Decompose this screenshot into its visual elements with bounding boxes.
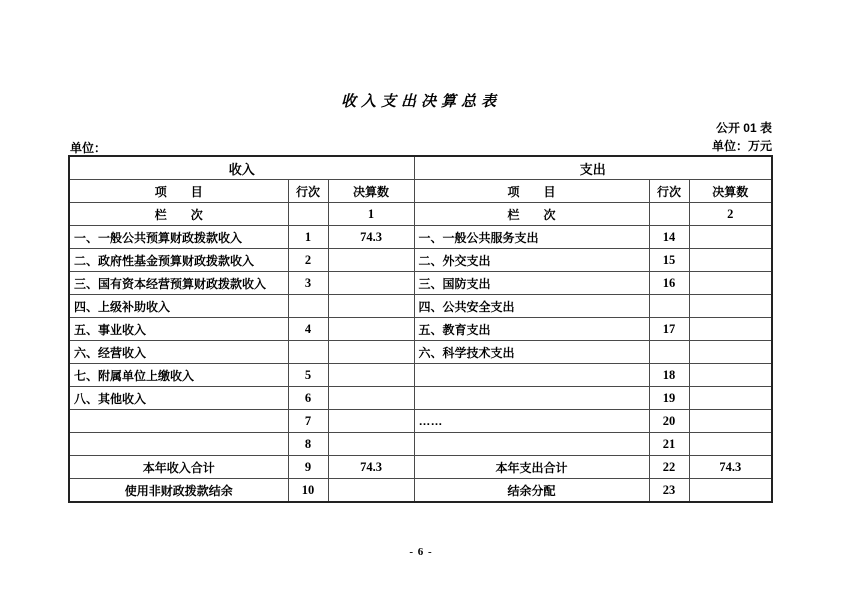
- income-rowno-cell: 5: [288, 364, 328, 387]
- income-amount-cell: [328, 272, 414, 295]
- expense-rowno-cell: [649, 295, 689, 318]
- income-amount-cell: [328, 387, 414, 410]
- table-row: [69, 456, 772, 479]
- page-title: 收入支出决算总表: [340, 94, 501, 110]
- table-row: [69, 318, 772, 341]
- income-item-cell: 八、其他收入: [69, 387, 288, 410]
- income-rowno-cell: 8: [288, 433, 328, 456]
- income-item-cell: [69, 410, 288, 433]
- income-item-cell: 三、国有资本经营预算财政拨款收入: [69, 272, 288, 295]
- expense-amount-cell: [689, 387, 772, 410]
- page-number: - 6 -: [409, 546, 433, 558]
- income-lane-rowno-cell: [288, 203, 328, 226]
- table-row: [69, 341, 772, 364]
- table-row: [69, 479, 772, 503]
- income-rowno-cell: 2: [288, 249, 328, 272]
- expense-item-cell: 四、公共安全支出: [414, 295, 649, 318]
- table-row: [69, 410, 772, 433]
- income-item-cell: 一、一般公共预算财政拨款收入: [69, 226, 288, 249]
- expense-amount-cell: [689, 433, 772, 456]
- table-row: [69, 433, 772, 456]
- expense-item-cell: 结余分配: [414, 479, 649, 503]
- expense-item-cell: 本年支出合计: [414, 456, 649, 479]
- expense-amount-cell: [689, 226, 772, 249]
- income-lane-number: 1: [328, 203, 414, 226]
- income-item-cell: 使用非财政拨款结余: [69, 479, 288, 503]
- income-rowno-cell: [288, 341, 328, 364]
- expense-item-cell: [414, 433, 649, 456]
- income-rowno-cell: 10: [288, 479, 328, 503]
- income-amount-cell: [328, 249, 414, 272]
- expense-item-cell: 六、科学技术支出: [414, 341, 649, 364]
- income-rowno-column-header: 行次: [288, 180, 328, 203]
- table-row: [69, 272, 772, 295]
- income-rowno-cell: 7: [288, 410, 328, 433]
- income-amount-cell: [328, 410, 414, 433]
- income-amount-cell: [328, 295, 414, 318]
- expense-rowno-cell: 22: [649, 456, 689, 479]
- expense-item-cell: [414, 387, 649, 410]
- expense-section-header: 支出: [414, 156, 772, 180]
- expense-item-column-header: 项 目: [414, 180, 649, 203]
- income-amount-cell: 74.3: [328, 226, 414, 249]
- income-item-cell: [69, 433, 288, 456]
- expense-amount-cell: [689, 295, 772, 318]
- expense-lane-label: 栏 次: [414, 203, 649, 226]
- expense-lane-number: 2: [689, 203, 772, 226]
- expense-rowno-cell: 14: [649, 226, 689, 249]
- meta-right-block: [712, 119, 772, 155]
- expense-rowno-column-header: 行次: [649, 180, 689, 203]
- expense-rowno-cell: 23: [649, 479, 689, 503]
- table-number-label: 公开 01 表: [715, 121, 772, 135]
- income-amount-cell: [328, 433, 414, 456]
- expense-amount-cell: [689, 272, 772, 295]
- income-rowno-cell: [288, 295, 328, 318]
- table-row: [69, 295, 772, 318]
- expense-amount-cell: [689, 410, 772, 433]
- expense-rowno-cell: 17: [649, 318, 689, 341]
- expense-amount-cell: 74.3: [689, 456, 772, 479]
- column-header-row: [69, 180, 772, 203]
- income-item-cell: 七、附属单位上缴收入: [69, 364, 288, 387]
- unit-name-label: 单位：: [70, 141, 107, 155]
- expense-item-cell: 二、外交支出: [414, 249, 649, 272]
- account-table-body: [69, 226, 772, 503]
- income-item-cell: 二、政府性基金预算财政拨款收入: [69, 249, 288, 272]
- table-row: [69, 387, 772, 410]
- income-amount-cell: [328, 364, 414, 387]
- income-amount-column-header: 决算数: [328, 180, 414, 203]
- income-amount-cell: [328, 318, 414, 341]
- section-header-row: [69, 156, 772, 180]
- expense-rowno-cell: 21: [649, 433, 689, 456]
- expense-rowno-cell: 20: [649, 410, 689, 433]
- expense-amount-cell: [689, 318, 772, 341]
- income-item-cell: 四、上级补助收入: [69, 295, 288, 318]
- income-amount-cell: 74.3: [328, 456, 414, 479]
- expense-item-cell: ……: [414, 410, 649, 433]
- expense-item-cell: 一、一般公共服务支出: [414, 226, 649, 249]
- expense-rowno-cell: 18: [649, 364, 689, 387]
- income-item-column-header: 项 目: [69, 180, 288, 203]
- expense-amount-cell: [689, 249, 772, 272]
- expense-lane-rowno-cell: [649, 203, 689, 226]
- income-section-header: 收入: [69, 156, 414, 180]
- income-item-cell: 六、经营收入: [69, 341, 288, 364]
- expense-rowno-cell: [649, 341, 689, 364]
- account-summary-table: [68, 155, 773, 503]
- expense-rowno-cell: 15: [649, 249, 689, 272]
- income-amount-cell: [328, 479, 414, 503]
- expense-item-cell: 三、国防支出: [414, 272, 649, 295]
- income-item-cell: 五、事业收入: [69, 318, 288, 341]
- expense-item-cell: 五、教育支出: [414, 318, 649, 341]
- income-amount-cell: [328, 341, 414, 364]
- income-rowno-cell: 6: [288, 387, 328, 410]
- income-rowno-cell: 4: [288, 318, 328, 341]
- lane-number-row: [69, 203, 772, 226]
- income-lane-label: 栏 次: [69, 203, 288, 226]
- table-row: [69, 226, 772, 249]
- table-row: [69, 249, 772, 272]
- expense-amount-cell: [689, 479, 772, 503]
- income-rowno-cell: 9: [288, 456, 328, 479]
- table-row: [69, 364, 772, 387]
- expense-item-cell: [414, 364, 649, 387]
- income-item-cell: 本年收入合计: [69, 456, 288, 479]
- unit-of-measure-label: 单位：万元: [711, 139, 772, 153]
- income-rowno-cell: 3: [288, 272, 328, 295]
- expense-amount-cell: [689, 341, 772, 364]
- expense-amount-column-header: 决算数: [689, 180, 772, 203]
- expense-rowno-cell: 16: [649, 272, 689, 295]
- expense-rowno-cell: 19: [649, 387, 689, 410]
- expense-amount-cell: [689, 364, 772, 387]
- income-rowno-cell: 1: [288, 226, 328, 249]
